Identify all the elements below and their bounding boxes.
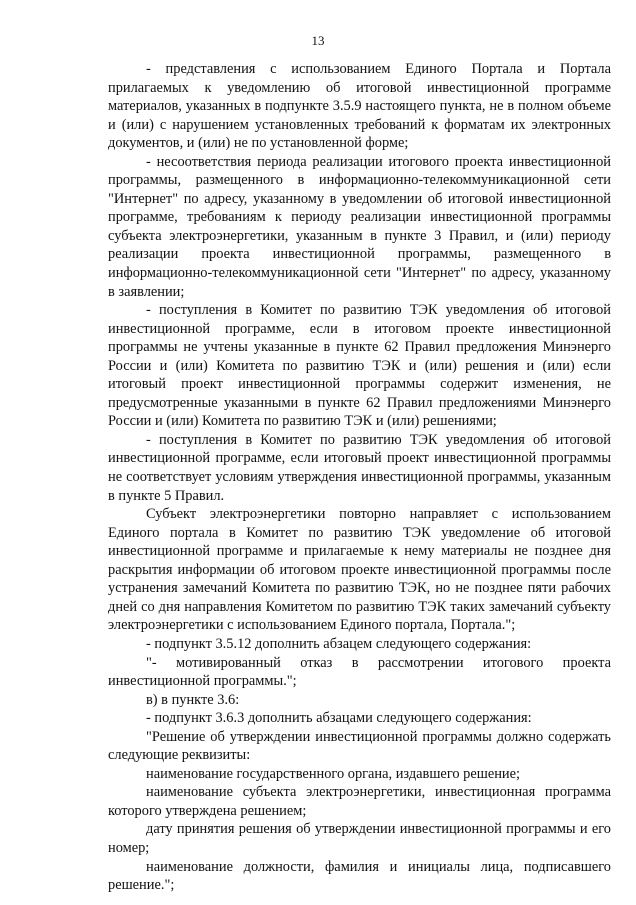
paragraph-1: - представления с использованием Единого Портала и Портала прилагаемых к уведомлению об итоговой инвестиционной программе материалов, указанных в подпункте 3.5.9 настоящего пункта, не в полном объеме и (или) с нарушением установленных требований к форматам их электронных документов, и (или) не по установленной форме; bbox=[108, 61, 611, 152]
document-body bbox=[108, 60, 611, 895]
paragraph-10: "Решение об утверждении инвестиционной программы должно содержать следующие реквизиты: bbox=[108, 728, 611, 764]
paragraph-11: наименование государственного органа, издавшего решение; bbox=[146, 765, 520, 782]
paragraph-12: наименование субъекта электроэнергетики, инвестиционная программа которого утверждена решением; bbox=[108, 784, 611, 819]
paragraph-8: в) в пункте 3.6: bbox=[146, 691, 240, 708]
paragraph-7: "- мотивированный отказ в рассмотрении итогового проекта инвестиционной программы."; bbox=[108, 654, 611, 690]
paragraph-2: - несоответствия периода реализации итогового проекта инвестиционной программы, размещенного в информационно-телекоммуникационной сети "Интернет" по адресу, указанному в уведомлении об итоговой инвестиционной программе, требованиям к периоду реализации инвестиционной программы субъекта электроэнергетики, указанным в пункте 3 Правил, и (или) периоду реализации проекта инвестиционной программы, размещенного в информационно-телекоммуникационной сети "Интернет" по адресу, указанному в заявлении; bbox=[108, 153, 611, 300]
paragraph-13: дату принятия решения об утверждении инвестиционной программы и его номер; bbox=[108, 821, 611, 856]
paragraph-6: - подпункт 3.5.12 дополнить абзацем следующего содержания: bbox=[146, 635, 532, 652]
paragraph-5: Субъект электроэнергетики повторно направляет с использованием Единого портала в Комитет по развитию ТЭК уведомление об итоговой инвестиционной программе и прилагаемые к нему материалы не позднее дня раскрытия информации об итоговом проекте инвестиционной программы после устранения замечаний Комитета по развитию ТЭК, но не позднее пяти рабочих дней со дня направления Комитетом по развитию ТЭК таких замечаний субъекту электроэнергетики с использованием Единого портала, Портала."; bbox=[108, 506, 611, 634]
paragraph-4: - поступления в Комитет по развитию ТЭК уведомления об итоговой инвестиционной программе, если итоговый проект инвестиционной программы не соответствует условиям утверждения инвестиционной программы, указанным в пункте 5 Правил. bbox=[108, 431, 611, 504]
paragraph-9: - подпункт 3.6.3 дополнить абзацами следующего содержания: bbox=[146, 710, 532, 727]
page-number: 13 bbox=[311, 33, 325, 48]
paragraph-3: - поступления в Комитет по развитию ТЭК уведомления об итоговой инвестиционной программе, если в итоговом проекте инвестиционной программы не учтены указанные в пункте 62 Правил предложения Минэнерго России и (или) Комитета по развитию ТЭК и (или) решения и (или) если итоговый проект инвестиционной программы содержит изменения, не предусмотренные указанными в пункте 62 Правил предложениями Минэнерго России и (или) Комитета по развитию ТЭК и (или) решениями; bbox=[108, 302, 611, 430]
paragraph-14: наименование должности, фамилия и инициалы лица, подписавшего решение."; bbox=[108, 858, 611, 894]
